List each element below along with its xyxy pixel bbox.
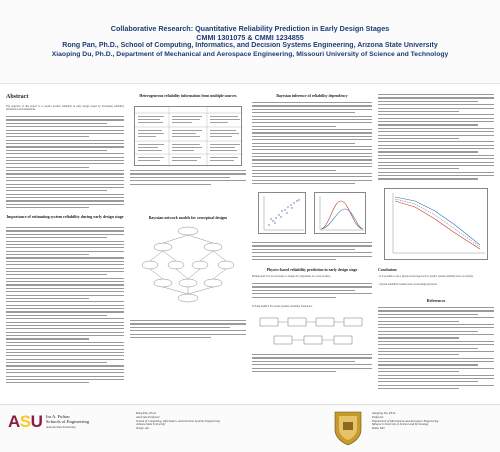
column-left bbox=[6, 92, 124, 400]
column-center-right bbox=[252, 92, 372, 400]
bayesian-inference-body-lines bbox=[252, 102, 372, 190]
bayesian-network-diagram bbox=[138, 223, 238, 303]
asu-university-name: Arizona State University bbox=[46, 425, 76, 429]
conclusion-point-2: - System reliability bounds better avoid design decisions. bbox=[378, 283, 438, 286]
prior-plot bbox=[258, 192, 306, 234]
references-list-lines bbox=[378, 307, 494, 397]
missouri-st-seal bbox=[333, 410, 363, 446]
method-body-lines bbox=[378, 94, 494, 184]
poster-title: Collaborative Research: Quantitative Reliability Prediction in Early Design Stages bbox=[110, 24, 390, 33]
table-grid bbox=[135, 107, 243, 167]
asu-school-name: Ira A. Fulton Schools of Engineering bbox=[46, 414, 90, 425]
component-block-diagram bbox=[258, 314, 368, 350]
heterogeneous-heading: Heterogeneous reliability information from multiple sources bbox=[139, 94, 237, 98]
conclusion-point-1: - It is possible to use a physics-based approach to predict system reliability more accurately. bbox=[378, 275, 474, 278]
author-pan: Rong Pan, Ph.D., School of Computing, Informatics, and Decision Systems Engineering, Arizona State University bbox=[62, 42, 438, 49]
shield-icon bbox=[333, 410, 363, 446]
importance-body-lines bbox=[6, 227, 124, 397]
asu-logo bbox=[8, 412, 98, 444]
column-right bbox=[378, 92, 494, 400]
abstract-text: The objective of this project is to predict product reliability in early design stages by leveraging reliability information and simulations. bbox=[6, 105, 124, 112]
bayesian-network-heading: Bayesian network models for conceptual designs bbox=[148, 216, 228, 220]
du-contact-info: Xiaoping Du, Ph.D. Professor Department of Mechanical and Aerospace Engineering Missouri University of Science and Technology Rolla, MO bbox=[372, 411, 439, 431]
physics-background-lines bbox=[252, 283, 372, 305]
physics-method-text: Solving method: For series systems, reliability bounds are bbox=[252, 305, 313, 308]
reliability-bounds-plot bbox=[384, 188, 488, 260]
conclusion-heading: Conclusion: bbox=[378, 268, 398, 272]
asu-wordmark: ASU bbox=[8, 412, 43, 431]
heterogeneous-body-lines bbox=[130, 170, 246, 192]
column-center-left bbox=[130, 92, 246, 400]
physics-based-heading: Physics-based reliability prediction in early design stage bbox=[266, 268, 358, 272]
physics-background-text: Background: It is not necessary to design all components for a new product. bbox=[252, 275, 331, 278]
bayesian-inference-heading: Bayesian inference of reliability dependency bbox=[276, 94, 348, 98]
references-heading: References bbox=[426, 298, 446, 303]
bayesian-network-body-lines bbox=[130, 320, 246, 350]
posterior-plot bbox=[314, 192, 366, 234]
importance-heading: Importance of estimating system reliability during early design stage bbox=[6, 214, 124, 219]
grant-numbers: CMMI 1301075 & CMMI 1234855 bbox=[196, 33, 304, 42]
author-du: Xiaoping Du, Ph.D., Department of Mechanical and Aerospace Engineering, Missouri University of Science and Technology bbox=[51, 51, 449, 58]
physics-result-lines bbox=[252, 354, 372, 384]
pan-contact-info: Rong Pan, Ph.D. Associate Professor School of Computing, Informatics, and Decision Systems Engineering Arizona State University Tempe, AZ bbox=[136, 411, 220, 431]
bayesian-inference-result-lines bbox=[252, 242, 372, 270]
abstract-body-lines bbox=[6, 116, 124, 212]
information-sources-table bbox=[134, 106, 242, 166]
abstract-heading: Abstract bbox=[6, 94, 29, 100]
poster-header bbox=[0, 0, 500, 84]
